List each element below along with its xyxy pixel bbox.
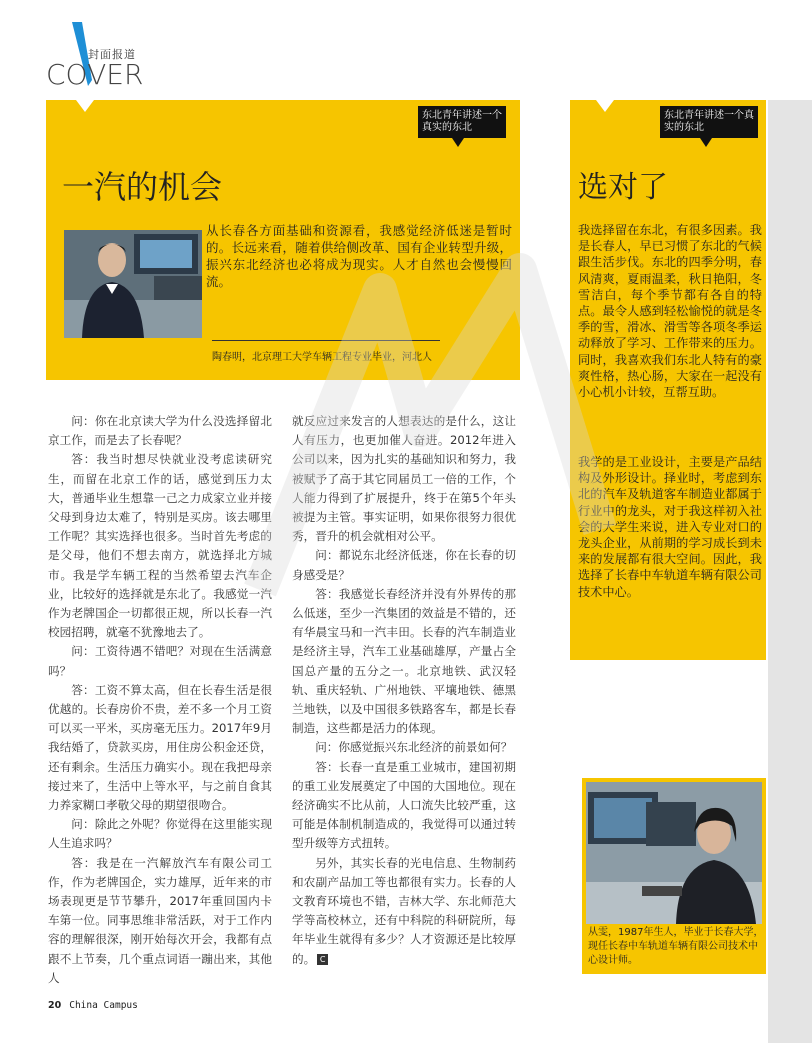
qa-paragraph: 问：你感觉振兴东北经济的前景如何？ — [315, 740, 513, 755]
magazine-name: China Campus — [69, 1000, 138, 1011]
notch-marker — [596, 100, 614, 112]
end-mark-icon: C — [317, 954, 328, 965]
qa-paragraph: 答：我是在一汽解放汽车有限公司工作，作为老牌国企，实力雄厚，近年来的市场表现更是节节攀升，2017年重回国内卡车第一位。同事思维非常活跃，对于工作内容的理解很深，刚开始每次开会，我都有点跟不上节奏，几个重点词语一蹦出来，其他人 — [48, 855, 272, 985]
portrait-photo — [64, 230, 202, 338]
qa-paragraph: 答：工资不算太高，但在长春生活是很优越的。长春房价不贵，差不多一个月工资可以买一平米，买房毫无压力。2017年9月我结婚了，贷款买房，用住房公积金还贷，还有剩余。生活压力确实小。现在我把母亲接过来了，生活中上等水平，与之前自食其力养家糊口孝敬父母的期望很吻合。 — [48, 682, 272, 813]
feature-title: 一汽的机会 — [62, 168, 223, 206]
cover-wordmark: COVER — [46, 58, 144, 91]
portrait-illustration — [64, 230, 202, 338]
caption-rule — [212, 340, 440, 341]
series-note-text: 东北青年讲述一个真实的东北 — [664, 110, 754, 133]
side-paragraph: 我选择留在东北，有很多因素。我是长春人，早已习惯了东北的气候跟生活步伐。东北的四季分明，春风清爽，夏雨温柔，秋日艳阳，冬雪洁白，每个季节都有各自的特点。最令人感到轻松愉悦的就是冬季的雪，滑冰、滑雪等各项冬季运动释放了学习、工作带来的压力。同时，我喜欢我们东北人特有的豪爽性格，热心肠，大家在一起没有小心机小计较，互帮互助。 — [578, 223, 762, 400]
qa-paragraph: 问：工资待遇不错吧？对现在生活满意吗？ — [48, 644, 272, 678]
portrait-photo — [586, 782, 762, 924]
portrait-caption: 陶春明，北京理工大学车辆工程专业毕业，河北人 — [212, 352, 432, 363]
main-feature-box — [46, 100, 520, 380]
qa-paragraph: 答：我感觉长春经济并没有外界传的那么低迷，至少一汽集团的效益是不错的，还有华晨宝马和一汽丰田。长春的汽车制造业是经济主导，汽车工业基础雄厚，产量占全国总产量的五分之一。北京地铁、武汉轻轨、重庆轻轨、广州地铁、平壤地铁、德黑兰地铁，以及中国很多铁路客车，都是长春制造，这些都是活力的体现。 — [292, 586, 516, 736]
series-note — [418, 106, 506, 138]
speech-tail — [700, 138, 712, 147]
qa-paragraph: 问：除此之外呢？你觉得在这里能实现人生追求吗？ — [48, 817, 272, 851]
body-column-right — [292, 412, 516, 969]
qa-paragraph: 答：长春一直是重工业城市，建国初期的重工业发展奠定了中国的大国地位。现在经济确实不比从前，人口流失比较严重，这可能是体制机制造成的，我觉得可以通过转型升级等方式扭转。 — [292, 759, 516, 851]
side-title: 选对了 — [578, 170, 668, 205]
intro-quote: 从长春各方面基础和资源看，我感觉经济低迷是暂时的。长远来看，随着供给侧改革、国有企业转型升级，振兴东北经济也必将成为现实。人才自然也会慢慢回流。 — [206, 223, 512, 289]
body-column-left — [48, 412, 272, 988]
portrait-illustration — [586, 782, 762, 924]
speech-tail — [452, 138, 464, 147]
side-photo-box — [582, 778, 766, 974]
right-edge-strip — [768, 100, 812, 1043]
page-footer — [48, 1000, 138, 1011]
qa-paragraph: 问：都说东北经济低迷，你在长春的切身感受是？ — [292, 548, 516, 582]
cover-logo — [46, 20, 146, 90]
qa-paragraph-last — [292, 854, 516, 969]
page-number: 20 — [48, 1000, 62, 1011]
series-note — [660, 106, 758, 138]
portrait-caption: 从雯，1987年生人，毕业于长春大学，现任长春中车轨道车辆有限公司技术中心设计师。 — [588, 927, 764, 966]
notch-marker — [76, 100, 94, 112]
qa-paragraph: 就反应过来发言的人想表达的是什么，这让人有压力，也更加催人奋进。2012年进入公司以来，因为扎实的基础知识和努力，我被赋予了高于其它同届员工一倍的工作，个人能力得到了扩展提升，终于在第5个年头被提为主管。事实证明，如果你很努力很优秀，晋升的机会就相对公平。 — [292, 414, 516, 544]
series-note-text: 东北青年讲述一个真实的东北 — [422, 110, 502, 133]
last-paragraph-text: 另外，其实长春的光电信息、生物制药和农副产品加工等也都很有实力。长春的人文教育环境也不错，吉林大学、东北师范大学等高校林立，还有中科院的科研院所，每年毕业生就得有多少？人才资源还是比较厚的。 — [292, 855, 516, 966]
side-paragraph: 我学的是工业设计，主要是产品结构及外形设计。择业时，考虑到东北的汽车及轨道客车制造业都属于行业中的龙头，对于我这样初入社会的大学生来说，进入专业对口的龙头企业，从前期的学习成长到未来的发展都有很大空间。因此，我选择了长春中车轨道车辆有限公司技术中心。 — [578, 455, 762, 599]
section-label: 封面报道 — [88, 48, 136, 61]
qa-paragraph: 问：你在北京读大学为什么没选择留北京工作，而是去了长春呢？ — [48, 414, 272, 448]
qa-paragraph: 答：我当时想尽快就业没考虑读研究生，而留在北京工作的话，感觉到压力太大，普通毕业生想靠一己之力成家立业并接父母到身边太难了，特别是买房。该去哪里工作呢？其实选择也很多。当时首先考虑的是父母，他们不想去南方，就选择北方城市。我是学车辆工程的当然希望去汽车企业，比较好的选择就是东北了。我感觉一汽作为老牌国企一切都很正规，所以长春一汽校园招聘，就毫不犹豫地去了。 — [48, 452, 272, 640]
side-feature-box — [570, 100, 766, 660]
